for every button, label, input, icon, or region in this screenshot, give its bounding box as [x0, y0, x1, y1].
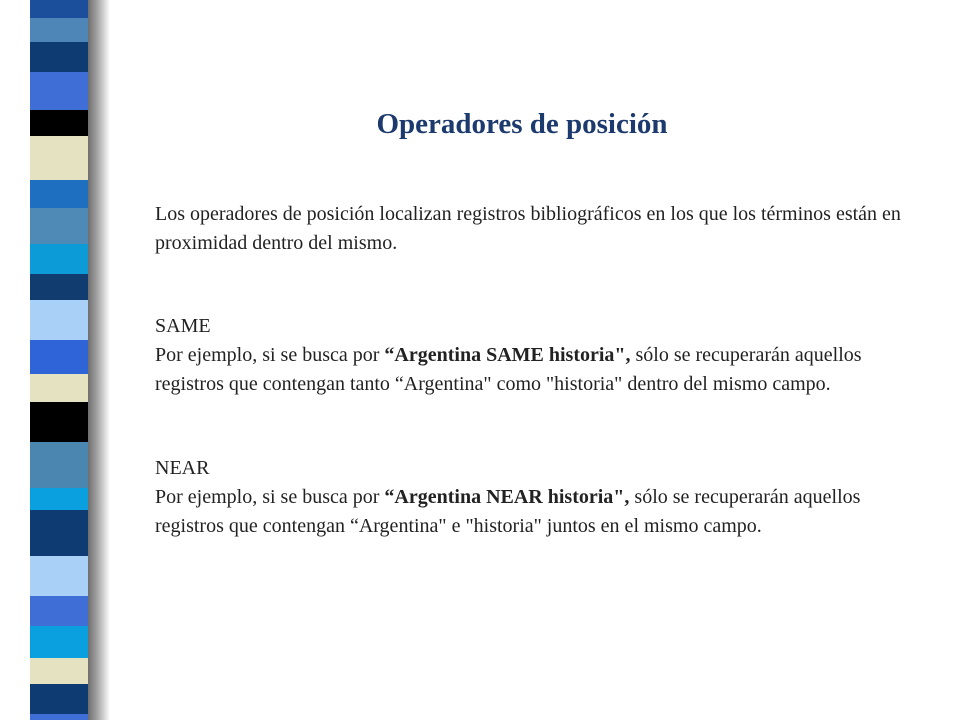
band-shadow — [88, 0, 110, 720]
band-white-edge — [0, 0, 30, 720]
band-block — [30, 110, 88, 136]
band-block — [30, 340, 88, 374]
band-block — [30, 180, 88, 208]
operator-same-section — [155, 312, 915, 399]
band-block — [30, 442, 88, 488]
band-block — [30, 510, 88, 556]
band-block — [30, 72, 88, 110]
slide-title: Operadores de posición — [376, 108, 668, 140]
band-block — [30, 684, 88, 714]
band-block — [30, 0, 88, 18]
decorative-stripe-band — [0, 0, 110, 720]
band-block — [30, 18, 88, 42]
band-block — [30, 488, 88, 510]
band-block — [30, 596, 88, 626]
band-block — [30, 714, 88, 720]
example-tail: sólo se recuperarán aquellos registros que contengan “Argentina" e "historia" juntos en el mismo campo. — [155, 486, 861, 537]
band-block — [30, 300, 88, 340]
example-query: “Argentina SAME historia", — [384, 344, 631, 366]
band-block — [30, 556, 88, 596]
operator-example — [155, 483, 915, 541]
intro-paragraph: Los operadores de posición localizan registros bibliográficos en los que los términos están en proximidad dentro del mismo. — [155, 203, 901, 254]
band-block — [30, 136, 88, 180]
example-lead: Por ejemplo, si se busca por — [155, 344, 385, 366]
band-block — [30, 374, 88, 402]
band-block — [30, 244, 88, 274]
band-block — [30, 402, 88, 442]
operator-heading: NEAR — [155, 457, 210, 479]
operator-example — [155, 341, 915, 399]
example-query: “Argentina NEAR historia", — [384, 486, 630, 508]
operator-near-section — [155, 454, 915, 541]
example-lead: Por ejemplo, si se busca por — [155, 486, 385, 508]
example-tail: sólo se recuperarán aquellos registros que contengan tanto “Argentina" como "historia" dentro del mismo campo. — [155, 344, 862, 395]
band-block — [30, 274, 88, 300]
band-block — [30, 208, 88, 244]
band-block — [30, 42, 88, 72]
band-color-blocks — [30, 0, 88, 720]
operator-heading: SAME — [155, 315, 211, 337]
band-block — [30, 626, 88, 658]
band-block — [30, 658, 88, 684]
